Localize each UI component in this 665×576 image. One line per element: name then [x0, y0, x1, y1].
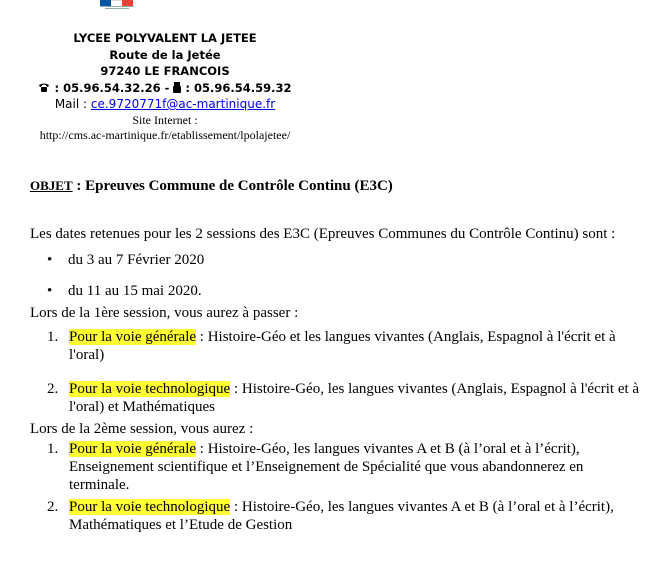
session1-intro: Lors de la 1ère session, vous aurez à passer : [30, 305, 299, 321]
phone-number: : 05.96.54.32.26 - [54, 80, 170, 95]
session1-list [30, 328, 642, 416]
school-city: 97240 LE FRANCOIS [100, 64, 230, 78]
bullet: • [47, 252, 53, 268]
date-1: du 3 au 7 Février 2020 [68, 252, 205, 268]
school-street: Route de la Jetée [109, 47, 221, 62]
list-item [30, 440, 642, 494]
date-2: du 11 au 15 mai 2020. [68, 283, 202, 299]
list-item [30, 328, 642, 364]
contact-phone-fax [20, 80, 310, 97]
item-text: : Histoire-Géo, les langues vivantes A et B (à l’oral et à l’écrit), Mathématiques et l’Etude de Gestion [69, 499, 614, 533]
school-name: LYCEE POLYVALENT LA JETEE [73, 31, 257, 45]
item-text: : Histoire-Géo, les langues vivantes A et B (à l’oral et à l’écrit), Enseignement scientifique et l’Enseignement de Spécialité que vous abandonnerez en terminale. [69, 441, 584, 493]
session2-list [30, 440, 642, 534]
site-url: http://cms.ac-martinique.fr/etablissement/lpolajetee/ [39, 127, 291, 142]
dates-list [30, 251, 642, 300]
letter-body [30, 225, 642, 534]
objet-title: Epreuves Commune de Contrôle Continu (E3C) [85, 178, 393, 194]
highlight-voie-generale: Pour la voie générale [69, 441, 197, 457]
highlight-voie-generale: Pour la voie générale [69, 329, 197, 345]
highlight-voie-technologique: Pour la voie technologique [69, 499, 231, 515]
highlight-voie-technologique: Pour la voie technologique [69, 381, 231, 397]
mail-label: Mail : [54, 97, 88, 111]
item-text: : Histoire-Géo, les langues vivantes (Anglais, Espagnol à l'écrit et à l'oral) et Mathématiques [69, 381, 640, 415]
mail-link[interactable]: ce.9720771f@ac-martinique.fr [90, 97, 276, 111]
list-item [30, 282, 642, 300]
intro-paragraph: Les dates retenues pour les 2 sessions des E3C (Epreuves Communes du Contrôle Continu) sont : [30, 226, 616, 242]
list-item [30, 380, 642, 416]
item-text: : Histoire-Géo et les langues vivantes (Anglais, Espagnol à l'écrit et à l'oral) [69, 329, 616, 363]
fax-number: : 05.96.54.59.32 [185, 80, 292, 95]
item-number: 1. [47, 441, 59, 457]
session2-intro: Lors de la 2ème session, vous aurez : [30, 421, 254, 437]
fax-icon [173, 82, 181, 93]
school-header [20, 30, 310, 143]
bullet: • [47, 283, 53, 299]
objet-colon: : [72, 178, 86, 194]
item-number: 2. [47, 499, 59, 515]
site-label: Site Internet : [132, 112, 198, 127]
item-number: 1. [47, 329, 59, 345]
item-number: 2. [47, 381, 59, 397]
republique-francaise-logo [100, 0, 134, 10]
objet-label: OBJET [30, 178, 73, 193]
contact-mail [20, 96, 310, 113]
phone-icon [38, 82, 50, 93]
list-item [30, 498, 642, 534]
list-item [30, 251, 642, 269]
objet-line [30, 178, 393, 195]
